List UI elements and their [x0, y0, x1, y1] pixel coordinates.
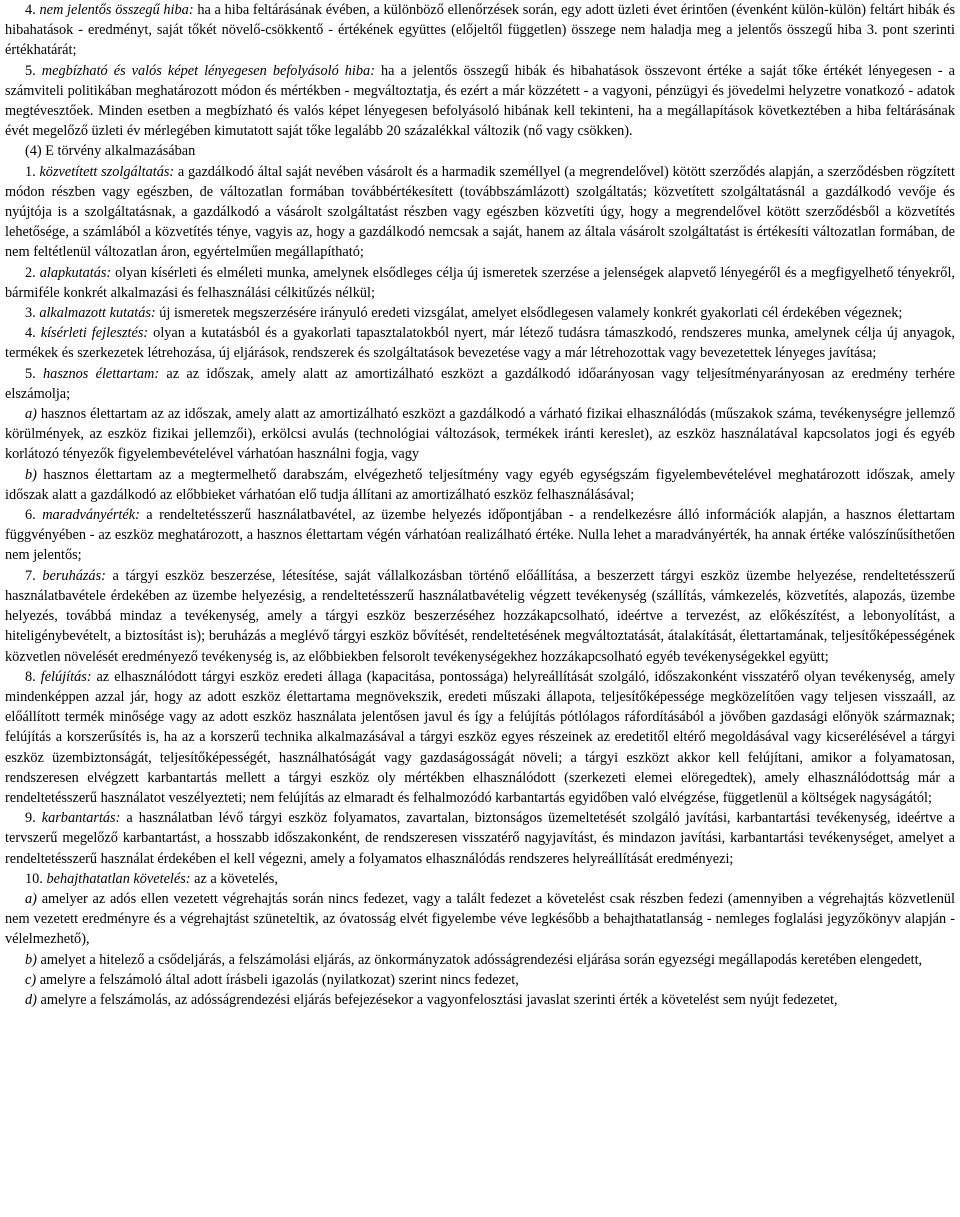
paragraph-10 [5, 869, 955, 889]
paragraph-text: amelyre a felszámoló által adott írásbeli igazolás (nyilatkozat) szerint nincs fedezet, [39, 971, 519, 988]
paragraph-text: olyan kísérleti és elméleti munka, amelynek elsődleges célja új ismeretek szerzése a jelenségek alapvető lényegéről és a megfigyelhető tényekről, bármiféle konkrét alkalmazási és felhasználási célkitűzés nélkül; [5, 264, 955, 301]
paragraph-9 [5, 808, 955, 869]
paragraph-number: 1. [25, 163, 36, 180]
defined-term: maradványérték: [42, 507, 140, 524]
paragraph-4 [5, 0, 955, 61]
defined-term: megbízható és valós képet lényegesen befolyásoló hiba: [41, 62, 375, 79]
defined-term: alapkutatás: [39, 264, 112, 281]
defined-term: felújítás: [40, 668, 92, 685]
paragraph-number: a) [25, 406, 37, 423]
paragraph-number: 6. [25, 507, 36, 524]
paragraph-5 [5, 61, 955, 142]
paragraph-10d [5, 990, 955, 1010]
paragraph-10c [5, 970, 955, 990]
paragraph-number: 5. [25, 62, 36, 79]
paragraph-4b [5, 323, 955, 363]
defined-term: behajthatatlan követelés: [46, 870, 191, 887]
paragraph-number: b) [25, 951, 37, 968]
defined-term: közvetített szolgáltatás: [39, 163, 175, 180]
paragraph-text: a tárgyi eszköz beszerzése, létesítése, saját vállalkozásban történő előállítása, a beszerzett tárgyi eszköz üzembe helyezése, rendeltetésszerű használatbavétele érdekében az üzembe helyezésig, a rendeltetésszerű használatbavételig végzett tevékenység (szállítás, vámkezelés, közvetítés, alapozás, üzembe helyezés, továbbá mindaz a tevékenység, amely a tárgyi eszköz beszerzéséhez hozzákapcsolható, ideértve a tervezést, az előkészítést, a lebonyolítást, a hiteligénybevételt, a biztosítást is); beruházás a meglévő tárgyi eszköz bővítését, rendeltetésének megváltoztatását, átalakítását, élettartamának, teljesítőképességének közvetlen növelését eredményező tevékenység is, az előbbiekben felsorolt tevékenységekhez hozzákapcsolható egyéb tevékenységekkel együtt; [5, 567, 956, 665]
paragraph-5b [5, 364, 955, 404]
paragraph-5a [5, 404, 955, 465]
paragraph-7 [5, 566, 955, 667]
paragraph-5bb [5, 465, 955, 505]
paragraph-number: 9. [25, 810, 36, 827]
paragraph-text: (4) E törvény alkalmazásában [25, 143, 196, 160]
paragraph-1 [5, 162, 955, 263]
defined-term: beruházás: [42, 567, 106, 584]
paragraph-text: a használatban lévő tárgyi eszköz folyamatos, zavartalan, biztonságos üzemeltetését szolgáló javítási, karbantartási tevékenység, ideértve a tervszerű megelőző karbantartást, a hosszabb időszakonként, de rendszeresen visszatérő nagyjavítást, és mindazon javítási, karbantartási tevékenységet, amelyet a rendeltetésszerű használat érdekében el kell végezni, amely a folyamatos elhasználódás rendszeres helyreállítását eredményezi; [5, 810, 955, 867]
paragraph-text: az a követelés, [190, 870, 278, 887]
defined-term: alkalmazott kutatás: [39, 305, 156, 322]
defined-term: kísérleti fejlesztés: [40, 325, 149, 342]
paragraph-text: amelyet a hitelező a csődeljárás, a felszámolási eljárás, az önkormányzatok adósságrendezési eljárása során egyezségi megállapodás keretében elengedett, [40, 951, 923, 968]
paragraph-text: ha a jelentős összegű hibák és hibahatások összevont értéke a saját tőke értékét lényegesen - a számviteli politikában meghatározott módon és mértékben - megváltoztatja, és ezért a már közzétett - a vagyoni, pénzügyi és jövedelmi helyzetre vonatkozó - adatok megtévesztőek. Minden esetben a megbízható és valós képet lényegesen befolyásoló hibának kell tekinteni, ha a megállapítások következtében a hiba feltárásának évét megelőző üzleti év mérlegében kimutatott saját tőke legalább 20 százalékkal változik (nő vagy csökken). [5, 62, 955, 140]
paragraph-number: b) [25, 466, 37, 483]
paragraph-6 [5, 505, 955, 566]
paragraph-text: a rendeltetésszerű használatbavétel, az üzembe helyezés időpontjában - a rendelkezésre álló információk alapján, a hasznos élettartam függvényében - az eszköz meghatározott, a hasznos élettartam végén várhatóan realizálható értéke. Nulla lehet a maradványérték, ha annak értéke valószínűsíthetően nem jelentős; [5, 507, 956, 564]
paragraph-text: ha a hiba feltárásának évében, a különböző ellenőrzések során, egy adott üzleti évet érintően (évenként külön-külön) feltárt hibák és hibahatások - eredményt, saját tőkét növelő-csökkentő - értékének együttes (előjeltől független) összege nem haladja meg a jelentős összegű hiba 3. pont szerinti értékhatárát; [5, 2, 956, 59]
paragraph-number: 2. [25, 264, 36, 281]
paragraph-text: olyan a kutatásból és a gyakorlati tapasztalatokból nyert, már létező tudásra támaszkodó, rendszeres munka, amelynek célja új anyagok, termékek és szerkezetek létrehozása, új eljárások, rendszerek és szolgáltatások bevezetése vagy a már létrehozottak vagy bevezetettek lényeges javítása; [5, 325, 955, 362]
defined-term: hasznos élettartam: [43, 365, 160, 382]
paragraph-text: amelyre a felszámolás, az adósságrendezési eljárás befejezésekor a vagyonfelosztási javaslat szerinti érték a követelést sem nyújt fedezetet, [40, 991, 838, 1008]
paragraph-8 [5, 667, 955, 808]
paragraph-number: 10. [25, 870, 43, 887]
paragraph-number: 4. [25, 325, 36, 342]
paragraph-number: 8. [25, 668, 36, 685]
paragraph-text: hasznos élettartam az a megtermelhető darabszám, elvégezhető teljesítmény vagy egyéb egységszám figyelembevételével meghatározott időszak, amely időszak alatt a gazdálkodó az előbbieket várhatóan elő tudja állítani az amortizálható eszköz felhasználásával; [5, 466, 955, 503]
paragraph-2 [5, 263, 955, 303]
paragraph-text: hasznos élettartam az az időszak, amely alatt az amortizálható eszközt a gazdálkodó a várható fizikai elhasználódás (műszakok száma, tevékenységre jellemző körülmények, az eszköz fizikai jellemzői), erkölcsi avulás (technológiai változások, termékek iránti kereslet), az eszköz használatával kapcsolatos jogi és egyéb korlátozó tényezők figyelembevételével várhatóan használni fogja, vagy [5, 406, 955, 463]
paragraph-text: a gazdálkodó által saját nevében vásárolt és a harmadik személlyel (a megrendelővel) kötött szerződés alapján, a szerződésben rögzített módon részben vagy egészben, de változatlan formában továbbértékesített (továbbszámlázott) szolgáltatás; közvetített szolgáltatásnál a gazdálkodó vevője és nyújtója is a szolgáltatásnak, a gazdálkodó a vásárolt szolgáltatást részben vagy egészben közvetíti úgy, hogy a megrendelővel kötött szerződésből a közvetítés lehetősége, a számlából a közvetítés ténye, vagyis az, hogy a gazdálkodó nemcsak a saját, hanem az általa vásárolt szolgáltatást is értékesíti változatlan formában, de nem feltétlenül változatlan áron, egyértelműen megállapítható; [5, 163, 955, 261]
defined-term: nem jelentős összegű hiba: [39, 2, 194, 18]
paragraph-text: új ismeretek megszerzésére irányuló eredeti vizsgálat, amelyet elsődlegesen valamely konkrét gyakorlati cél érdekében végeznek; [155, 305, 903, 322]
paragraph-text: az az időszak, amely alatt az amortizálható eszközt a gazdálkodó időarányosan vagy teljesítményarányosan az eredmény terhére elszámolja; [5, 365, 955, 402]
paragraph-number: 5. [25, 365, 36, 382]
paragraph-number: c) [25, 971, 37, 988]
paragraph-number: 3. [25, 305, 36, 322]
paragraph-heading [5, 141, 955, 161]
paragraph-number: 7. [25, 567, 36, 584]
defined-term: karbantartás: [41, 810, 121, 827]
paragraph-3 [5, 303, 955, 323]
paragraph-number: d) [25, 991, 37, 1008]
paragraph-10b [5, 950, 955, 970]
paragraph-text: az elhasználódott tárgyi eszköz eredeti állaga (kapacitása, pontossága) helyreállítását szolgáló, időszakonként visszatérő olyan tevékenység, amely mindenképpen azzal jár, hogy az adott eszköz élettartama megnövekszik, eredeti műszaki állapota, teljesítőképessége megközelítően vagy teljesen visszaáll, az előállított termék minősége vagy az adott eszköz használata jelentősen javul és így a felújítás pótlólagos ráfordításából a jövőben gazdasági előnyök származnak; felújítás a korszerűsítés is, ha az a korszerű technika alkalmazásával a tárgyi eszköz egyes részeinek az eredetitől eltérő megoldásával vagy kicserélésével a tárgyi eszköz üzembiztonságát, teljesítőképességét, használhatóságát vagy gazdaságosságát növeli; a tárgyi eszközt akkor kell felújítani, amikor a folyamatosan, rendszeresen elvégzett karbantartás mellett a tárgyi eszköz oly mértékben elhasználódott (szerkezeti elemei elöregedtek), amely elhasználódottság már a rendeltetésszerű használatot veszélyezteti; nem felújítás az elmaradt és felhalmozódó karbantartás egyidőben való elvégzése, függetlenül a költségek nagyságától; [5, 668, 955, 806]
paragraph-number: a) [25, 890, 37, 907]
paragraph-text: amelyer az adós ellen vezetett végrehajtás során nincs fedezet, vagy a talált fedezet a követelést csak részben fedezi (amennyiben a végrehajtás közvetlenül nem vezetett eredményre és a végrehajtást szüneteltik, az óvatosság elvét figyelembe véve legkésőbb a behajthatatlanság - nemleges foglalási jegyzőkönyv alapján - vélelmezhető), [5, 890, 955, 948]
paragraph-number: 4. [25, 2, 36, 18]
paragraph-10a [5, 889, 955, 950]
